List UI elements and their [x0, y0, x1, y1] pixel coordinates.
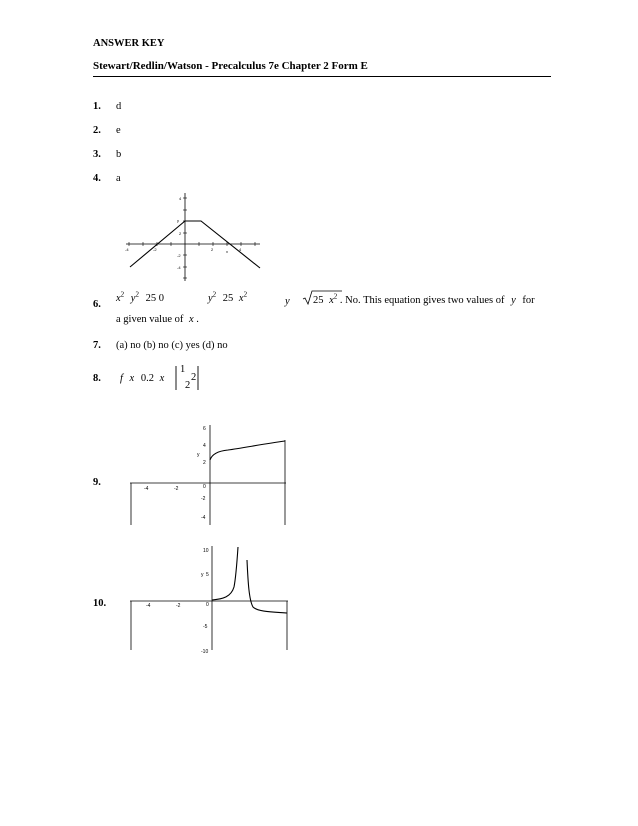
q8-f: f: [120, 373, 123, 384]
answer-9-number: 9.: [93, 477, 101, 488]
q5-y-label: y: [177, 218, 179, 223]
answer-7-text: (a) no (b) no (c) yes (d) no: [116, 340, 228, 351]
answer-1-text: d: [116, 101, 122, 112]
document-title: Stewart/Redlin/Watson - Precalculus 7e Chapter 2 Form E: [93, 60, 368, 72]
q6-eq2-x-exp: 2: [243, 290, 248, 299]
q6-line2-period: .: [196, 314, 199, 325]
q5-graph: [118, 188, 278, 288]
q6-eq3-rest: [313, 292, 535, 306]
q6-radicand-exp: 2: [333, 292, 338, 301]
q5-x-label: x: [226, 249, 228, 254]
q10-curve-right-branch: [247, 560, 287, 613]
q8-abs-numerator: 1: [180, 364, 186, 375]
answer-key-heading: ANSWER KEY: [93, 38, 165, 49]
answer-1-number: 1.: [93, 101, 101, 112]
q9-tick-x-neg2: -2: [174, 486, 179, 492]
q10-tick-y-5: 5: [206, 572, 209, 578]
q5-tick-y-4: 4: [179, 196, 182, 201]
q5-tick-x-neg4: -4: [125, 247, 129, 252]
q5-function-curve: [130, 221, 260, 268]
answer-10-number: 10.: [93, 598, 107, 609]
q6-eq2-25: 25: [222, 293, 234, 304]
answer-3-text: b: [116, 149, 122, 160]
q6-line2-x: x: [188, 314, 194, 325]
q6-explanation-for: for: [522, 295, 535, 306]
q6-radicand-25: 25: [313, 295, 324, 306]
q6-eq1-y: y: [130, 293, 136, 304]
q6-eq1-x: x: [116, 293, 121, 304]
q6-radicand-x: x: [329, 295, 334, 306]
q6-eq1-rest: 25 0: [145, 293, 164, 304]
q10-tick-y-neg10: -10: [201, 649, 209, 655]
q9-y-label: y: [197, 452, 200, 458]
q10-y-label: y: [201, 572, 204, 578]
q5-tick-y-2: 2: [179, 231, 182, 236]
q10-tick-y-neg5: -5: [203, 624, 208, 630]
q5-tick-y-neg4: -4: [177, 265, 181, 270]
q9-tick-y-2: 2: [203, 460, 206, 466]
q6-eq1-x-exp: 2: [120, 290, 125, 299]
q6-eq3-y: y: [285, 296, 290, 307]
q6-eq1-y-exp: 2: [135, 290, 139, 299]
answer-7-number: 7.: [93, 340, 101, 351]
q5-tick-y-neg2: -2: [177, 253, 181, 258]
answer-6-line2: [116, 314, 199, 325]
answer-2-text: e: [116, 125, 121, 136]
q9-tick-y-0: 0: [203, 484, 206, 490]
q6-explanation: . No. This equation gives two values of: [339, 295, 505, 306]
q8-x2: x: [159, 373, 165, 384]
q10-tick-x-neg4: -4: [146, 603, 151, 609]
q10-tick-x-neg2: -2: [176, 603, 181, 609]
answer-4-number: 4.: [93, 173, 101, 184]
q6-explanation-y: y: [511, 295, 516, 306]
q6-eq2-y: y: [208, 293, 213, 304]
q6-eq2-x: x: [238, 293, 244, 304]
q8-x1: x: [129, 373, 135, 384]
q8-abs-denominator: 2: [185, 380, 191, 391]
q9-tick-y-4: 4: [203, 443, 206, 449]
answer-4-text: a: [116, 173, 121, 184]
q10-curve-left-branch: [212, 547, 238, 600]
q10-tick-y-0: 0: [206, 602, 209, 608]
q5-tick-x-4: 4: [239, 247, 242, 252]
q8-abs-two: 2: [191, 372, 197, 383]
q9-tick-y-neg2: -2: [201, 496, 206, 502]
q6-line2-text: a given value of: [116, 314, 184, 325]
q9-tick-x-neg4: -4: [144, 486, 149, 492]
q8-coef: 0.2: [140, 373, 154, 384]
q9-tick-y-6: 6: [203, 426, 206, 432]
q5-tick-x-neg2: -2: [153, 247, 157, 252]
q6-eq2-y-exp: 2: [212, 290, 217, 299]
answer-2-number: 2.: [93, 125, 101, 136]
q9-tick-y-neg4: -4: [201, 515, 206, 521]
q9-function-curve: [210, 441, 285, 460]
answer-6-number: 6.: [93, 299, 101, 310]
answer-3-number: 3.: [93, 149, 101, 160]
answer-6-line1: [116, 290, 164, 304]
q9-graph: [128, 420, 298, 530]
header-rule: [93, 76, 551, 77]
answer-6-step2: [208, 290, 248, 304]
q10-graph: [128, 542, 298, 657]
answer-8-formula: [120, 373, 164, 384]
q10-tick-y-10: 10: [203, 548, 209, 554]
q5-tick-x-2: 2: [211, 247, 214, 252]
answer-8-number: 8.: [93, 373, 101, 384]
